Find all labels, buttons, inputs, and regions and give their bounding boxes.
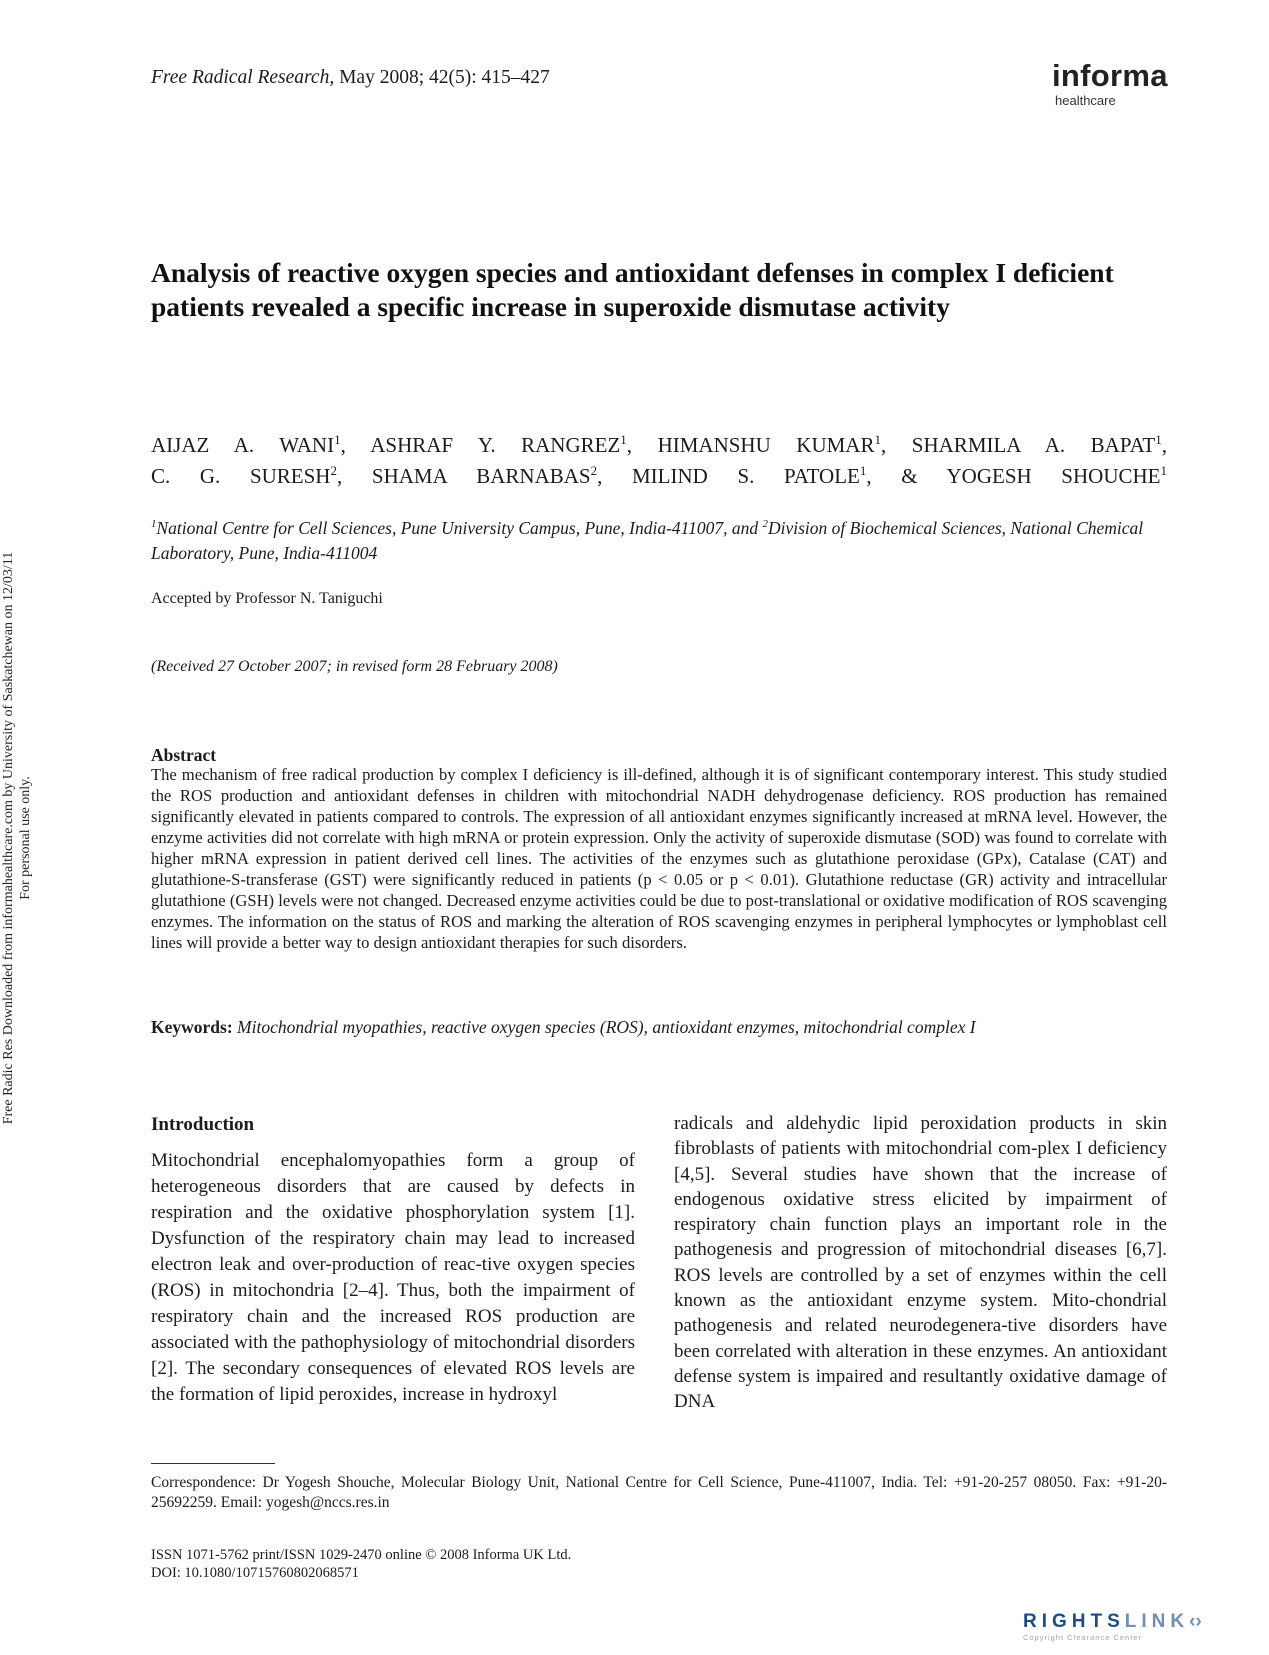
rightslink-tagline: Copyright Clearance Center	[1023, 1633, 1142, 1642]
introduction-heading: Introduction	[151, 1114, 255, 1135]
author-affiliation-mark: 1	[1160, 463, 1167, 478]
author-name: YOGESH SHOUCHE	[946, 464, 1161, 488]
download-watermark	[0, 498, 34, 1178]
author-affiliation-mark: 1	[1155, 432, 1162, 447]
affiliation-1: National Centre for Cell Sciences, Pune University Campus, Pune, India-411007, and	[156, 518, 763, 538]
author-affiliation-mark: 1	[620, 432, 627, 447]
journal-issue: May 2008; 42(5): 415–427	[334, 67, 550, 88]
watermark-line-1: Free Radic Res Downloaded from informahealthcare.com by University of Saskatchewan on 12/03/11	[1, 551, 16, 1125]
author-name: C. G. SURESH	[151, 464, 331, 488]
author-name: ASHRAF Y. RANGREZ	[370, 433, 621, 457]
rightslink-logo[interactable]	[1023, 1612, 1202, 1642]
author-name: HIMANSHU KUMAR	[657, 433, 875, 457]
rightslink-wordmark	[1023, 1612, 1202, 1632]
journal-citation	[151, 67, 550, 89]
affiliation-2: Division of Biochemical Sciences, National Chemical Laboratory, Pune, India-411004	[151, 518, 1144, 563]
publisher-sub: healthcare	[1055, 93, 1116, 108]
article-title: Analysis of reactive oxygen species and antioxidant defenses in complex I deficient patients revealed a specific increase in superoxide dismutase activity	[151, 257, 1114, 322]
author-affiliation-mark: 2	[590, 463, 598, 478]
watermark-line-2: For personal use only.	[18, 776, 33, 900]
author-affiliation-mark: 1	[874, 432, 881, 447]
author-name: AIJAZ A. WANI	[151, 433, 335, 457]
rightslink-rights: RIGHTS	[1023, 1611, 1125, 1632]
author-affiliation-mark: 1	[334, 432, 341, 447]
abstract-heading: Abstract	[151, 745, 217, 765]
author-name: SHARMILA A. BAPAT	[911, 433, 1156, 457]
author-name: MILIND S. PATOLE	[632, 464, 860, 488]
rightslink-arrow-icon: ‹›	[1189, 1611, 1202, 1632]
author-list	[151, 430, 1167, 492]
author-line-1: AIJAZ A. WANI$^1$, ASHRAF Y. RANGREZ$^1$, HIMANSHU KUMAR$^1$, SHARMILA A. BAPAT$^1$,	[151, 432, 1167, 457]
author-affiliation-mark: 2	[330, 463, 337, 478]
affiliations	[151, 516, 1167, 566]
abstract-text: The mechanism of free radical production by complex I deficiency is ill-defined, although it is of significant contemporary interest. This study studied the ROS production and antioxidant defenses in children with mitochondrial NADH dehydrogenase deficiency. ROS production has remained significantly elevated in patients compared to controls. The expression of all antioxidant enzymes significantly increased at mRNA level. However, the enzyme activities did not correlate with high mRNA or protein expression. Only the activity of superoxide dismutase (SOD) was found to correlate with higher mRNA expression in patient derived cell lines. The activities of the enzymes such as glutathione peroxidase (GPx), Catalase (CAT) and glutathione-S-transferase (GST) were significantly reduced in patients (p < 0.05 or p < 0.01). Glutathione reductase (GR) activity and intracellular glutathione (GSH) levels were not changed. Decreased enzyme activities could be due to post-translational or oxidative modification of ROS scavenging enzymes. The information on the status of ROS and marking the alteration of ROS scavenging enzymes in peripheral lymphocytes or lymphoblast cell lines will provide a better way to design antioxidant therapies for such disorders.	[151, 765, 1167, 952]
keywords-label: Keywords:	[151, 1017, 233, 1037]
publisher-brand: informa	[1052, 58, 1168, 93]
journal-name: Free Radical Research,	[151, 67, 335, 88]
affiliation-mark-2: 2	[762, 518, 768, 531]
correspondence-footnote: Correspondence: Dr Yogesh Shouche, Molecular Biology Unit, National Centre for Cell Science, Pune-411007, India. Tel: +91-20-257 08050. Fax: +91-20-25692259. Email: yogesh@nccs.res.in	[151, 1474, 1167, 1511]
received-dates: (Received 27 October 2007; in revised form 28 February 2008)	[151, 658, 558, 675]
issn-line: ISSN 1071-5762 print/ISSN 1029-2470 online © 2008 Informa UK Ltd.	[151, 1547, 572, 1563]
keywords-text: Mitochondrial myopathies, reactive oxygen species (ROS), antioxidant enzymes, mitochondrial complex I	[237, 1017, 976, 1037]
accepted-by: Accepted by Professor N. Taniguchi	[151, 590, 383, 607]
affiliation-mark-1: 1	[151, 518, 157, 531]
introduction-column-2: radicals and aldehydic lipid peroxidation products in skin fibroblasts of patients with mitochondrial com-plex I deficiency [4,5]. Several studies have shown that the increase of endogenous oxidative stress elicited by impairment of respiratory chain function plays an important role in the pathogenesis and progression of mitochondrial diseases [6,7]. ROS levels are controlled by a set of enzymes within the cell known as the antioxidant enzyme system. Mito-chondrial pathogenesis and related neurodegenera-tive disorders have been correlated with alteration in these enzymes. An antioxidant defense system is impaired and resultantly oxidative damage of DNA	[674, 1113, 1167, 1413]
footnote-rule	[151, 1463, 275, 1464]
author-affiliation-mark: 1	[859, 463, 867, 478]
issn-doi-block	[151, 1546, 571, 1582]
keywords	[151, 1017, 1167, 1038]
introduction-column-1: Mitochondrial encephalomyopathies form a group of heterogeneous disorders that are caused by defects in respiration and the oxidative phosphorylation system [1]. Dysfunction of the respiratory chain may lead to increased electron leak and over-production of reac-tive oxygen species (ROS) in mitochondria [2–4]. Thus, both the impairment of respiratory chain and the increased ROS production are associated with the pathophysiology of mitochondrial disorders [2]. The secondary consequences of elevated ROS levels are the formation of lipid peroxides, increase in hydroxyl	[151, 1150, 635, 1405]
doi-line[interactable]: DOI: 10.1080/10715760802068571	[151, 1565, 359, 1581]
author-name: SHAMA BARNABAS	[371, 464, 591, 488]
rightslink-link: LINK	[1124, 1611, 1190, 1632]
publisher-logo[interactable]	[1052, 60, 1168, 108]
author-line-2: C. G. SURESH$^2$, SHAMA BARNABAS$^2$, MILIND S. PATOLE$^1$, & YOGESH SHOUCHE$^1$	[151, 463, 1167, 488]
